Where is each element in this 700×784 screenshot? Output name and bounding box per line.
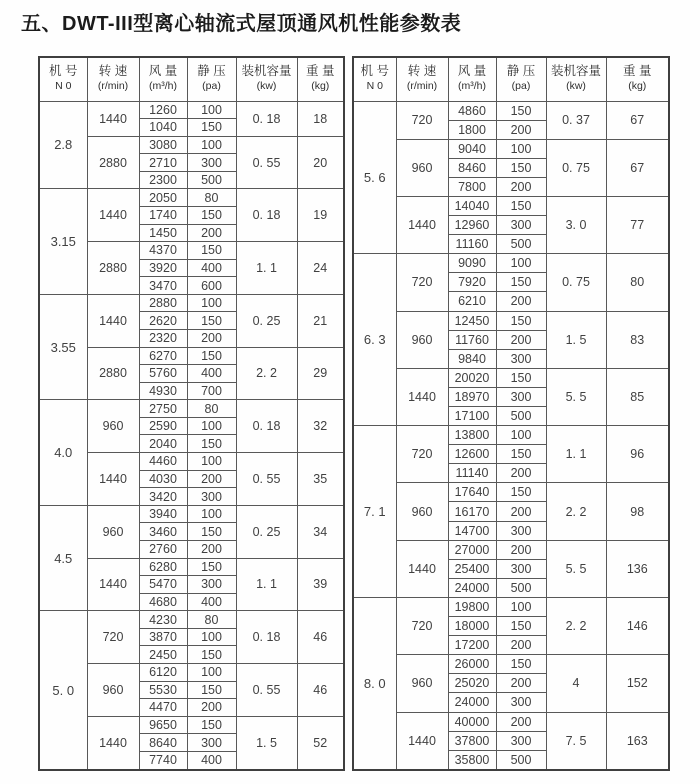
- capacity-cell: 1. 1: [236, 558, 297, 611]
- column-header: [448, 57, 496, 101]
- airflow-cell: 6270: [139, 347, 187, 365]
- airflow-cell: 2750: [139, 400, 187, 418]
- airflow-cell: 14700: [448, 521, 496, 540]
- pressure-cell: 100: [187, 453, 236, 471]
- pressure-cell: 80: [187, 189, 236, 207]
- capacity-cell: 0. 25: [236, 505, 297, 558]
- weight-cell: 18: [297, 101, 344, 136]
- column-header-unit: (pa): [511, 80, 531, 92]
- pressure-cell: 100: [496, 254, 546, 273]
- header-row: [353, 57, 669, 101]
- speed-cell: 720: [396, 254, 448, 311]
- airflow-cell: 6210: [448, 292, 496, 311]
- pressure-cell: 150: [187, 119, 236, 137]
- airflow-cell: 4860: [448, 101, 496, 120]
- capacity-cell: 1. 1: [236, 242, 297, 295]
- column-header: [496, 57, 546, 101]
- model-no-cell: 5. 6: [353, 101, 396, 254]
- table-row: [353, 196, 669, 215]
- table-row: [39, 611, 344, 629]
- pressure-cell: 150: [496, 617, 546, 636]
- column-header-unit: (kg): [311, 80, 330, 92]
- airflow-cell: 4230: [139, 611, 187, 629]
- column-header-label: 机 号: [360, 64, 389, 79]
- pressure-cell: 200: [187, 470, 236, 488]
- capacity-cell: 0. 75: [546, 139, 606, 196]
- airflow-cell: 17640: [448, 483, 496, 502]
- capacity-cell: 2. 2: [546, 483, 606, 540]
- model-no-cell: 3.15: [39, 189, 87, 294]
- pressure-cell: 200: [187, 699, 236, 717]
- weight-cell: 146: [606, 597, 669, 654]
- airflow-cell: 7920: [448, 273, 496, 292]
- airflow-cell: 12450: [448, 311, 496, 330]
- column-header-unit: N 0: [366, 80, 383, 92]
- weight-cell: 29: [297, 347, 344, 400]
- pressure-cell: 200: [496, 502, 546, 521]
- pressure-cell: 200: [187, 330, 236, 348]
- table-body-left: [39, 101, 344, 770]
- speed-cell: 1440: [87, 189, 139, 242]
- airflow-cell: 9650: [139, 716, 187, 734]
- pressure-cell: 150: [187, 646, 236, 664]
- pressure-cell: 300: [187, 576, 236, 594]
- capacity-cell: 0. 55: [236, 136, 297, 189]
- airflow-cell: 5760: [139, 365, 187, 383]
- pressure-cell: 100: [187, 628, 236, 646]
- column-header-label: 机 号: [49, 64, 78, 79]
- airflow-cell: 2450: [139, 646, 187, 664]
- airflow-cell: 40000: [448, 712, 496, 731]
- airflow-cell: 1740: [139, 206, 187, 224]
- page-title: 五、DWT-III型离心轴流式屋顶通风机性能参数表: [21, 13, 462, 35]
- table-row: [353, 655, 669, 674]
- airflow-cell: 4930: [139, 382, 187, 400]
- column-header: [353, 57, 396, 101]
- airflow-cell: 9840: [448, 349, 496, 368]
- model-no-cell: 7. 1: [353, 426, 396, 598]
- pressure-cell: 150: [496, 196, 546, 215]
- pressure-cell: 150: [496, 101, 546, 120]
- pressure-cell: 150: [187, 716, 236, 734]
- model-no-cell: 8. 0: [353, 597, 396, 770]
- speed-cell: 1440: [87, 558, 139, 611]
- pressure-cell: 100: [496, 426, 546, 445]
- weight-cell: 19: [297, 189, 344, 242]
- column-header: [139, 57, 187, 101]
- column-header-label: 风 量: [457, 64, 487, 79]
- airflow-cell: 8640: [139, 734, 187, 752]
- pressure-cell: 100: [187, 417, 236, 435]
- pressure-cell: 100: [187, 505, 236, 523]
- weight-cell: 96: [606, 426, 669, 483]
- airflow-cell: 11760: [448, 330, 496, 349]
- airflow-cell: 2320: [139, 330, 187, 348]
- column-header: [297, 57, 344, 101]
- airflow-cell: 24000: [448, 578, 496, 597]
- capacity-cell: 2. 2: [236, 347, 297, 400]
- speed-cell: 720: [396, 426, 448, 483]
- weight-cell: 67: [606, 101, 669, 139]
- performance-table-left: [38, 56, 345, 771]
- weight-cell: 77: [606, 196, 669, 253]
- pressure-cell: 300: [496, 387, 546, 406]
- speed-cell: 960: [87, 664, 139, 717]
- column-header-unit: (m³/h): [458, 80, 486, 92]
- airflow-cell: 2710: [139, 154, 187, 172]
- airflow-cell: 37800: [448, 731, 496, 750]
- airflow-cell: 3870: [139, 628, 187, 646]
- model-no-cell: 2.8: [39, 101, 87, 189]
- column-header-label: 重 量: [623, 64, 652, 79]
- capacity-cell: 0. 18: [236, 400, 297, 453]
- pressure-cell: 400: [187, 751, 236, 770]
- airflow-cell: 17100: [448, 407, 496, 426]
- speed-cell: 2880: [87, 242, 139, 295]
- table-row: [39, 189, 344, 207]
- pressure-cell: 300: [187, 488, 236, 506]
- airflow-cell: 1040: [139, 119, 187, 137]
- airflow-cell: 11140: [448, 464, 496, 483]
- airflow-cell: 2590: [139, 417, 187, 435]
- weight-cell: 21: [297, 294, 344, 347]
- pressure-cell: 300: [496, 349, 546, 368]
- table-row: [39, 101, 344, 119]
- column-header-unit: (r/min): [97, 80, 129, 92]
- pressure-cell: 150: [496, 655, 546, 674]
- column-header: [396, 57, 448, 101]
- airflow-cell: 8460: [448, 158, 496, 177]
- airflow-cell: 2050: [139, 189, 187, 207]
- pressure-cell: 150: [187, 206, 236, 224]
- airflow-cell: 4680: [139, 593, 187, 611]
- airflow-cell: 7800: [448, 177, 496, 196]
- weight-cell: 32: [297, 400, 344, 453]
- airflow-cell: 18970: [448, 387, 496, 406]
- pressure-cell: 150: [496, 273, 546, 292]
- airflow-cell: 25020: [448, 674, 496, 693]
- pressure-cell: 400: [187, 593, 236, 611]
- table-header-left: [39, 57, 344, 101]
- header-row: [39, 57, 344, 101]
- speed-cell: 1440: [396, 196, 448, 253]
- airflow-cell: 9040: [448, 139, 496, 158]
- speed-cell: 960: [396, 483, 448, 540]
- capacity-cell: 0. 55: [236, 453, 297, 506]
- model-no-cell: 6. 3: [353, 254, 396, 426]
- pressure-cell: 400: [187, 365, 236, 383]
- airflow-cell: 4470: [139, 699, 187, 717]
- weight-cell: 98: [606, 483, 669, 540]
- pressure-cell: 150: [187, 347, 236, 365]
- pressure-cell: 150: [187, 558, 236, 576]
- capacity-cell: 1. 1: [546, 426, 606, 483]
- airflow-cell: 27000: [448, 540, 496, 559]
- column-header-unit: (r/min): [406, 80, 438, 92]
- model-no-cell: 4.0: [39, 400, 87, 505]
- pressure-cell: 200: [496, 464, 546, 483]
- pressure-cell: 300: [496, 693, 546, 712]
- speed-cell: 960: [87, 505, 139, 558]
- airflow-cell: 4370: [139, 242, 187, 260]
- weight-cell: 83: [606, 311, 669, 368]
- airflow-cell: 5470: [139, 576, 187, 594]
- speed-cell: 2880: [87, 136, 139, 189]
- speed-cell: 960: [396, 139, 448, 196]
- table-row: [353, 368, 669, 387]
- weight-cell: 152: [606, 655, 669, 712]
- performance-table-right: [352, 56, 670, 771]
- speed-cell: 1440: [396, 540, 448, 597]
- table-row: [353, 712, 669, 731]
- pressure-cell: 500: [187, 171, 236, 189]
- pressure-cell: 200: [496, 120, 546, 139]
- capacity-cell: 1. 5: [236, 716, 297, 770]
- capacity-cell: 7. 5: [546, 712, 606, 770]
- column-header-label: 装机容量: [241, 64, 292, 79]
- airflow-cell: 2620: [139, 312, 187, 330]
- airflow-cell: 12960: [448, 216, 496, 235]
- capacity-cell: 0. 25: [236, 294, 297, 347]
- pressure-cell: 300: [496, 559, 546, 578]
- column-header-label: 静 压: [506, 64, 536, 79]
- pressure-cell: 150: [187, 312, 236, 330]
- speed-cell: 720: [396, 101, 448, 139]
- pressure-cell: 400: [187, 259, 236, 277]
- capacity-cell: 0. 18: [236, 611, 297, 664]
- airflow-cell: 1260: [139, 101, 187, 119]
- capacity-cell: 0. 75: [546, 254, 606, 311]
- airflow-cell: 19800: [448, 597, 496, 616]
- pressure-cell: 100: [496, 139, 546, 158]
- pressure-cell: 150: [187, 523, 236, 541]
- speed-cell: 720: [87, 611, 139, 664]
- pressure-cell: 150: [496, 445, 546, 464]
- table-row: [353, 311, 669, 330]
- pressure-cell: 300: [496, 521, 546, 540]
- speed-cell: 960: [87, 400, 139, 453]
- weight-cell: 163: [606, 712, 669, 770]
- airflow-cell: 24000: [448, 693, 496, 712]
- column-header-unit: N 0: [55, 80, 72, 92]
- airflow-cell: 4030: [139, 470, 187, 488]
- pressure-cell: 80: [187, 611, 236, 629]
- pressure-cell: 700: [187, 382, 236, 400]
- speed-cell: 1440: [87, 453, 139, 506]
- airflow-cell: 2300: [139, 171, 187, 189]
- airflow-cell: 18000: [448, 617, 496, 636]
- pressure-cell: 200: [187, 540, 236, 558]
- capacity-cell: 0. 55: [236, 664, 297, 717]
- capacity-cell: 5. 5: [546, 540, 606, 597]
- pressure-cell: 500: [496, 407, 546, 426]
- airflow-cell: 9090: [448, 254, 496, 273]
- airflow-cell: 6120: [139, 664, 187, 682]
- weight-cell: 46: [297, 664, 344, 717]
- column-header-label: 转 速: [407, 64, 437, 79]
- pressure-cell: 500: [496, 235, 546, 254]
- pressure-cell: 300: [187, 734, 236, 752]
- column-header-unit: (kw): [566, 80, 586, 92]
- pressure-cell: 100: [496, 597, 546, 616]
- pressure-cell: 200: [496, 674, 546, 693]
- weight-cell: 80: [606, 254, 669, 311]
- pressure-cell: 200: [496, 177, 546, 196]
- table-row: [353, 426, 669, 445]
- pressure-cell: 200: [496, 540, 546, 559]
- table-body-right: [353, 101, 669, 770]
- pressure-cell: 150: [187, 242, 236, 260]
- table-row: [353, 540, 669, 559]
- pressure-cell: 150: [496, 368, 546, 387]
- airflow-cell: 17200: [448, 636, 496, 655]
- model-no-cell: 5. 0: [39, 611, 87, 770]
- column-header-unit: (kg): [628, 80, 647, 92]
- pressure-cell: 150: [496, 311, 546, 330]
- speed-cell: 720: [396, 597, 448, 654]
- model-no-cell: 4.5: [39, 505, 87, 610]
- capacity-cell: 0. 18: [236, 101, 297, 136]
- column-header: [606, 57, 669, 101]
- column-header: [187, 57, 236, 101]
- table-row: [39, 505, 344, 523]
- pressure-cell: 200: [496, 330, 546, 349]
- table-row: [353, 483, 669, 502]
- column-header-unit: (pa): [202, 80, 221, 92]
- pressure-cell: 200: [496, 636, 546, 655]
- weight-cell: 35: [297, 453, 344, 506]
- airflow-cell: 4460: [139, 453, 187, 471]
- pressure-cell: 300: [187, 154, 236, 172]
- airflow-cell: 12600: [448, 445, 496, 464]
- column-header: [546, 57, 606, 101]
- airflow-cell: 7740: [139, 751, 187, 770]
- weight-cell: 24: [297, 242, 344, 295]
- airflow-cell: 13800: [448, 426, 496, 445]
- pressure-cell: 100: [187, 101, 236, 119]
- airflow-cell: 16170: [448, 502, 496, 521]
- table-row: [353, 254, 669, 273]
- airflow-cell: 20020: [448, 368, 496, 387]
- pressure-cell: 100: [187, 136, 236, 154]
- speed-cell: 960: [396, 311, 448, 368]
- column-header: [87, 57, 139, 101]
- capacity-cell: 4: [546, 655, 606, 712]
- airflow-cell: 5530: [139, 681, 187, 699]
- pressure-cell: 500: [496, 578, 546, 597]
- model-no-cell: 3.55: [39, 294, 87, 399]
- airflow-cell: 2880: [139, 294, 187, 312]
- weight-cell: 46: [297, 611, 344, 664]
- airflow-cell: 3920: [139, 259, 187, 277]
- capacity-cell: 3. 0: [546, 196, 606, 253]
- table-row: [39, 294, 344, 312]
- weight-cell: 67: [606, 139, 669, 196]
- airflow-cell: 25400: [448, 559, 496, 578]
- pressure-cell: 300: [496, 731, 546, 750]
- speed-cell: 2880: [87, 347, 139, 400]
- capacity-cell: 0. 37: [546, 101, 606, 139]
- column-header-label: 转 速: [98, 64, 128, 79]
- pressure-cell: 200: [496, 292, 546, 311]
- weight-cell: 34: [297, 505, 344, 558]
- pressure-cell: 500: [496, 750, 546, 770]
- table-row: [353, 597, 669, 616]
- column-header: [236, 57, 297, 101]
- capacity-cell: 1. 5: [546, 311, 606, 368]
- table-header-right: [353, 57, 669, 101]
- weight-cell: 85: [606, 368, 669, 425]
- pressure-cell: 200: [187, 224, 236, 242]
- airflow-cell: 35800: [448, 750, 496, 770]
- airflow-cell: 14040: [448, 196, 496, 215]
- speed-cell: 1440: [396, 368, 448, 425]
- column-header: [39, 57, 87, 101]
- pressure-cell: 80: [187, 400, 236, 418]
- airflow-cell: 3460: [139, 523, 187, 541]
- airflow-cell: 11160: [448, 235, 496, 254]
- airflow-cell: 1450: [139, 224, 187, 242]
- table-row: [39, 400, 344, 418]
- speed-cell: 1440: [87, 294, 139, 347]
- weight-cell: 52: [297, 716, 344, 770]
- airflow-cell: 1800: [448, 120, 496, 139]
- weight-cell: 20: [297, 136, 344, 189]
- pressure-cell: 300: [496, 216, 546, 235]
- pressure-cell: 100: [187, 294, 236, 312]
- pressure-cell: 600: [187, 277, 236, 295]
- pressure-cell: 150: [496, 483, 546, 502]
- speed-cell: 1440: [87, 101, 139, 136]
- pressure-cell: 150: [187, 681, 236, 699]
- airflow-cell: 2760: [139, 540, 187, 558]
- airflow-cell: 6280: [139, 558, 187, 576]
- column-header-label: 重 量: [306, 64, 335, 79]
- pressure-cell: 200: [496, 712, 546, 731]
- speed-cell: 1440: [87, 716, 139, 770]
- column-header-label: 静 压: [197, 64, 226, 79]
- pressure-cell: 150: [496, 158, 546, 177]
- weight-cell: 136: [606, 540, 669, 597]
- speed-cell: 960: [396, 655, 448, 712]
- column-header-label: 风 量: [148, 64, 178, 79]
- airflow-cell: 3940: [139, 505, 187, 523]
- column-header-unit: (kw): [256, 80, 277, 92]
- airflow-cell: 2040: [139, 435, 187, 453]
- column-header-unit: (m³/h): [149, 80, 177, 92]
- table-row: [353, 139, 669, 158]
- airflow-cell: 3470: [139, 277, 187, 295]
- column-header-label: 装机容量: [550, 64, 601, 79]
- table-row: [353, 101, 669, 120]
- speed-cell: 1440: [396, 712, 448, 770]
- pressure-cell: 100: [187, 664, 236, 682]
- airflow-cell: 26000: [448, 655, 496, 674]
- weight-cell: 39: [297, 558, 344, 611]
- pressure-cell: 150: [187, 435, 236, 453]
- capacity-cell: 5. 5: [546, 368, 606, 425]
- airflow-cell: 3420: [139, 488, 187, 506]
- capacity-cell: 0. 18: [236, 189, 297, 242]
- capacity-cell: 2. 2: [546, 597, 606, 654]
- airflow-cell: 3080: [139, 136, 187, 154]
